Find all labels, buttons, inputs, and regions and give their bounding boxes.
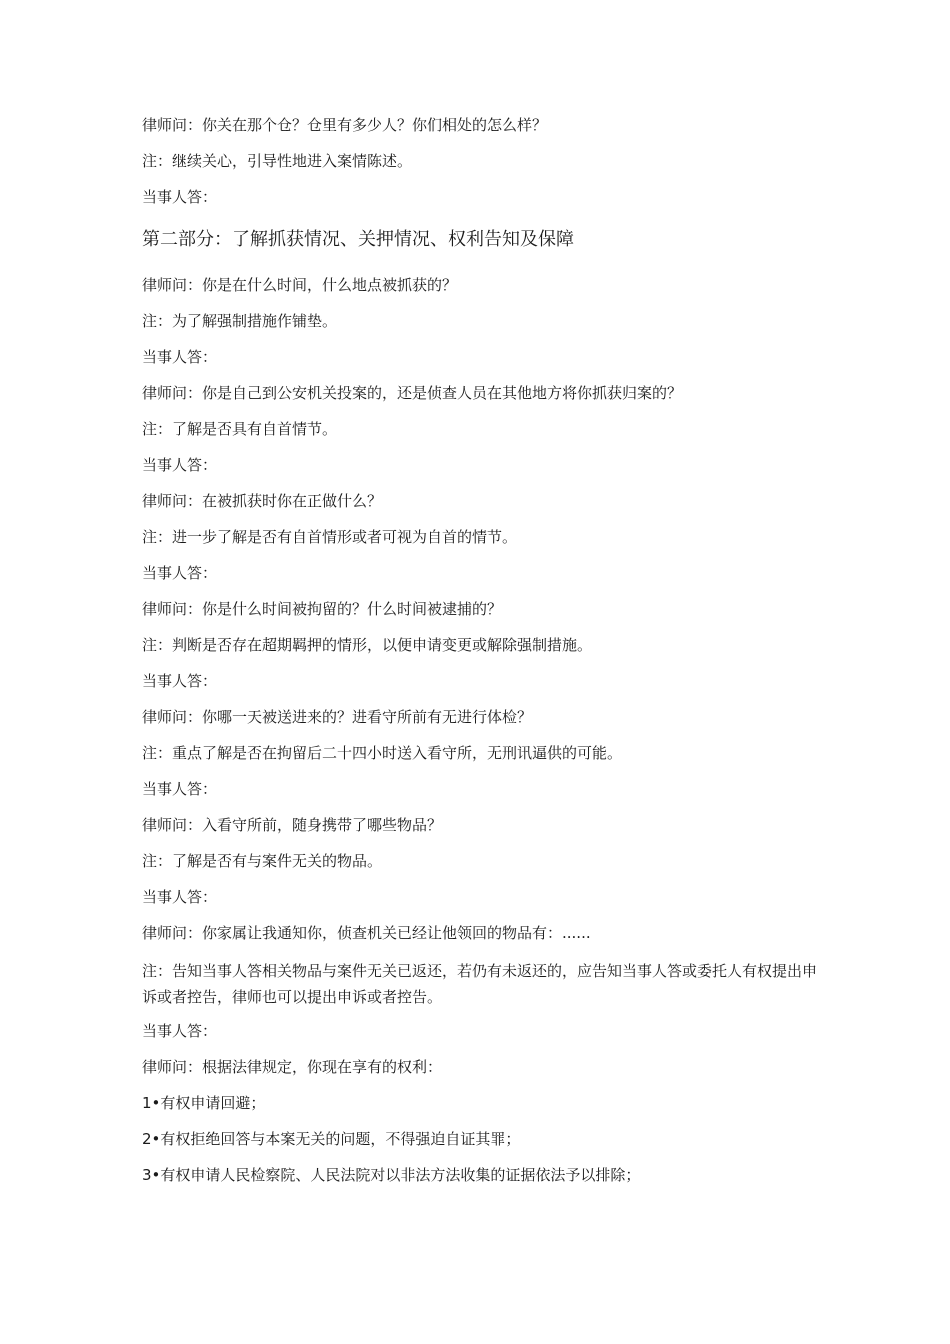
paragraph-line: 律师问：你哪一天被送进来的？进看守所前有无进行体检？ [142,708,533,726]
paragraph-line: 当事人答： [142,780,218,798]
paragraph-line: 注：告知当事人答相关物品与案件无关已返还，若仍有未返还的，应告知当事人答或委托人有权提出申诉或者控告，律师也可以提出申诉或者控告。 [142,962,818,1006]
paragraph-line: 当事人答： [142,672,218,690]
rights-list [142,1092,822,1186]
section-heading: 第二部分：了解抓获情况、关押情况、权利告知及保障 [142,229,574,250]
paragraph-line: 注：为了解强制措施作铺垫。 [142,312,338,330]
paragraph-line: 律师问：入看守所前，随身携带了哪些物品？ [142,816,443,834]
rights-item-number: 3• [142,1166,161,1184]
paragraph-line: 注：进一步了解是否有自首情形或者可视为自首的情节。 [142,528,518,546]
rights-item-text: 有权拒绝回答与本案无关的问题，不得强迫自证其罪； [160,1130,521,1148]
paragraph-line: 当事人答： [142,348,218,366]
rights-item-text: 有权申请回避； [160,1094,266,1112]
paragraph-line: 当事人答： [142,1022,218,1040]
paragraph-line: 律师问：你家属让我通知你，侦查机关已经让他领回的物品有：...... [142,924,591,942]
rights-item-number: 2• [142,1130,161,1148]
paragraph-line: 律师问：根据法律规定，你现在享有的权利： [142,1058,443,1076]
rights-item-text: 有权申请人民检察院、人民法院对以非法方法收集的证据依法予以排除； [160,1166,641,1184]
paragraph-line: 律师问：你是在什么时间，什么地点被抓获的？ [142,276,458,294]
paragraph-line: 注：了解是否具有自首情节。 [142,420,338,438]
paragraph-line: 律师问：你关在那个仓？仓里有多少人？你们相处的怎么样？ [142,116,548,134]
rights-list-item [142,1092,822,1114]
rights-list-item [142,1164,822,1186]
paragraph-line: 注：继续关心，引导性地进入案情陈述。 [142,152,413,170]
paragraph-line: 律师问：你是什么时间被拘留的？什么时间被逮捕的？ [142,600,503,618]
rights-item-number: 1• [142,1094,161,1112]
paragraph-line: 律师问：你是自己到公安机关投案的，还是侦查人员在其他地方将你抓获归案的？ [142,384,683,402]
part2-section [142,274,822,1078]
paragraph-line: 当事人答： [142,564,218,582]
paragraph-line: 注：重点了解是否在拘留后二十四小时送入看守所，无刑讯逼供的可能。 [142,744,623,762]
paragraph-line: 注：了解是否有与案件无关的物品。 [142,852,383,870]
paragraph-line: 注：判断是否存在超期羁押的情形，以便申请变更或解除强制措施。 [142,636,593,654]
rights-list-item [142,1128,822,1150]
part1-tail-section [142,114,822,208]
paragraph-line: 当事人答： [142,456,218,474]
document-body [142,114,822,1200]
paragraph-line: 律师问：在被抓获时你在正做什么？ [142,492,383,510]
paragraph-line: 当事人答： [142,188,218,206]
paragraph-line: 当事人答： [142,888,218,906]
